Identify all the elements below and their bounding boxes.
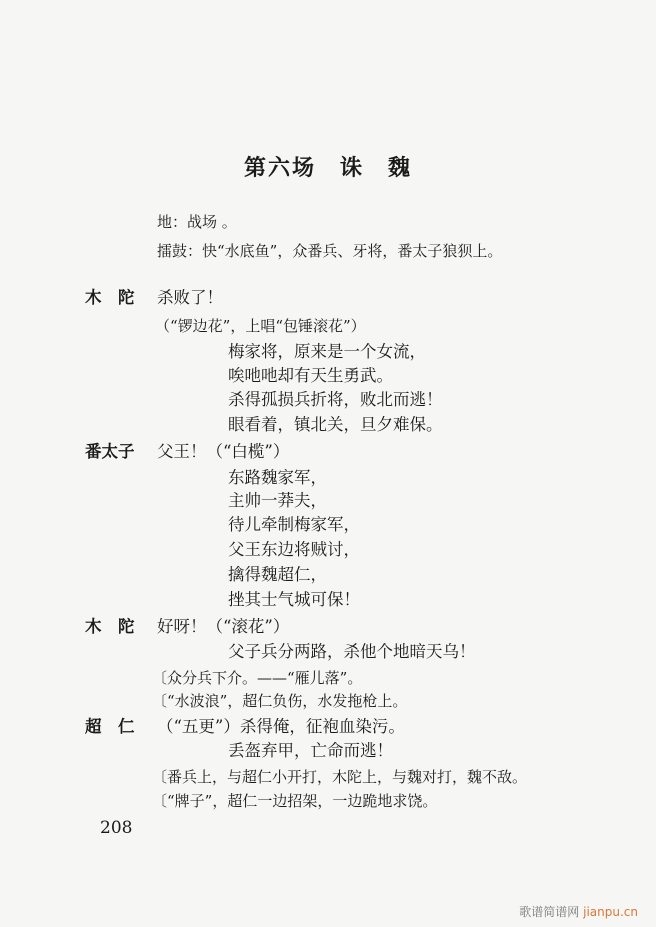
verse-line: 擒得魏超仁， [228,565,327,584]
speaker-name: 番太子 [85,442,135,461]
verse-line: 挫其士气城可保！ [228,590,360,609]
stage-direction: 〔“牌子”，超仁一边招架，一边跪地求饶。 [152,792,438,810]
setting-line: 地：战场 。 [157,213,237,231]
watermark [519,903,638,920]
watermark-en: jianpu.cn [583,905,638,919]
speaker-name: 木 陀 [85,617,135,636]
speaker-name: 木 陀 [85,288,135,307]
stage-direction: 擂鼓：快“水底鱼”，众番兵、牙将，番太子狼狈上。 [157,242,503,260]
dialogue-line: 父王！（“白榄”） [157,442,290,461]
dialogue-line: 好呀！（“滚花”） [157,617,290,636]
dialogue-line: 杀败了！ [157,288,223,307]
verse-line: 丢盔弃甲，亡命而逃！ [228,741,393,760]
stage-direction: 〔众分兵下介。——“雁儿落”。 [152,669,363,687]
stage-direction: 〔番兵上，与超仁小开打，木陀上，与魏对打，魏不敌。 [152,768,528,786]
verse-line: 唉吔吔却有天生勇武。 [228,366,393,385]
verse-line: 东路魏家军， [228,468,327,487]
verse-line: 主帅一莽夫， [228,491,327,510]
verse-line: 父王东边将贼讨， [228,540,360,559]
stage-direction: 〔“水波浪”，超仁负伤，水发拖枪上。 [152,692,408,710]
verse-line: 杀得孤损兵折将，败北而逃！ [228,390,443,409]
verse-line: 待儿牵制梅家军， [228,515,360,534]
scene-title: 第六场 诛 魏 [243,156,412,181]
dialogue-line: （“五更”）杀得俺，征袍血染污。 [157,717,405,736]
verse-line: 眼看着，镇北关，旦夕难保。 [228,415,443,434]
stage-direction: （“锣边花”，上唱“包锤滚花”） [155,317,366,335]
verse-line: 梅家将，原来是一个女流， [228,342,426,361]
page-number: 208 [100,818,133,838]
verse-line: 父子兵分两路，杀他个地暗天乌！ [228,642,476,661]
watermark-cn: 歌谱简谱网 [519,905,580,919]
speaker-name: 超 仁 [85,717,135,736]
